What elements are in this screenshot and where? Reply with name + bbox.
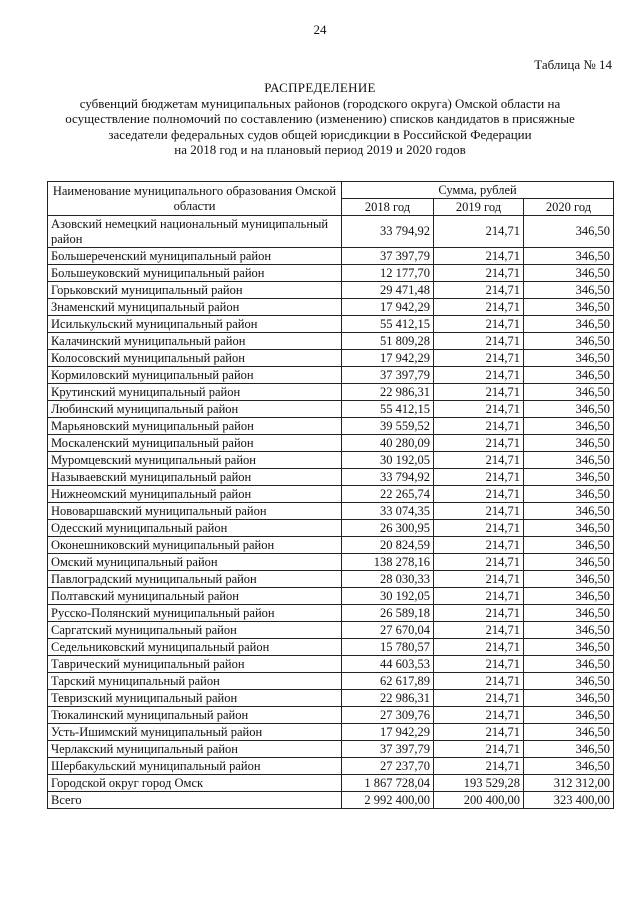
amount-cell-2018: 33 074,35 [342, 503, 434, 520]
amount-cell-2018: 39 559,52 [342, 418, 434, 435]
amount-cell-2018: 27 237,70 [342, 758, 434, 775]
municipality-name-cell: Седельниковский муниципальный район [48, 639, 342, 656]
amount-cell-2020: 346,50 [524, 707, 614, 724]
amount-cell-2019: 214,71 [434, 469, 524, 486]
table-row [48, 452, 614, 469]
table-row [48, 639, 614, 656]
heading-line: на 2018 год и на плановый период 2019 и 2020 годов [174, 142, 466, 157]
municipality-name-cell: Азовский немецкий национальный муниципальный район [48, 216, 342, 248]
amount-cell-2018: 40 280,09 [342, 435, 434, 452]
municipality-name-cell: Муромцевский муниципальный район [48, 452, 342, 469]
amount-cell-2018: 27 309,76 [342, 707, 434, 724]
amount-cell-2020: 346,50 [524, 537, 614, 554]
amount-cell-2019: 214,71 [434, 537, 524, 554]
amount-cell-2018: 51 809,28 [342, 333, 434, 350]
amount-cell-2019: 214,71 [434, 673, 524, 690]
amount-cell-2019: 214,71 [434, 216, 524, 248]
amount-cell-2019: 214,71 [434, 350, 524, 367]
amount-cell-2019: 214,71 [434, 605, 524, 622]
amount-cell-2020: 346,50 [524, 690, 614, 707]
amount-cell-2020: 346,50 [524, 333, 614, 350]
column-header-year: 2018 год [342, 199, 434, 216]
municipality-name-cell: Калачинский муниципальный район [48, 333, 342, 350]
table-row [48, 418, 614, 435]
amount-cell-2020: 312 312,00 [524, 775, 614, 792]
page-number: 24 [313, 22, 327, 37]
amount-cell-2019: 214,71 [434, 707, 524, 724]
municipality-name-cell: Всего [48, 792, 342, 809]
amount-cell-2018: 22 986,31 [342, 690, 434, 707]
municipality-name-cell: Тюкалинский муниципальный район [48, 707, 342, 724]
table-number: Таблица № 14 [534, 57, 612, 72]
municipality-name-cell: Тарский муниципальный район [48, 673, 342, 690]
amount-cell-2019: 214,71 [434, 316, 524, 333]
distribution-table [47, 181, 614, 809]
municipality-name-cell: Омский муниципальный район [48, 554, 342, 571]
amount-cell-2018: 26 589,18 [342, 605, 434, 622]
amount-cell-2020: 346,50 [524, 299, 614, 316]
amount-cell-2019: 214,71 [434, 367, 524, 384]
heading-line: осуществление полномочий по составлению (изменению) списков кандидатов в присяжные [65, 111, 575, 126]
table-row [48, 282, 614, 299]
table-row [48, 316, 614, 333]
amount-cell-2020: 346,50 [524, 452, 614, 469]
table-row [48, 401, 614, 418]
municipality-name-cell: Называевский муниципальный район [48, 469, 342, 486]
amount-cell-2019: 214,71 [434, 724, 524, 741]
amount-cell-2018: 33 794,92 [342, 216, 434, 248]
amount-cell-2019: 214,71 [434, 741, 524, 758]
municipality-name-cell: Исилькульский муниципальный район [48, 316, 342, 333]
amount-cell-2020: 346,50 [524, 758, 614, 775]
amount-cell-2018: 17 942,29 [342, 299, 434, 316]
amount-cell-2020: 346,50 [524, 265, 614, 282]
municipality-name-cell: Оконешниковский муниципальный район [48, 537, 342, 554]
amount-cell-2018: 15 780,57 [342, 639, 434, 656]
municipality-name-cell: Шербакульский муниципальный район [48, 758, 342, 775]
heading-title: РАСПРЕДЕЛЕНИЕ [264, 80, 376, 95]
amount-cell-2018: 30 192,05 [342, 452, 434, 469]
amount-cell-2019: 214,71 [434, 435, 524, 452]
amount-cell-2018: 37 397,79 [342, 741, 434, 758]
municipality-name-cell: Усть-Ишимский муниципальный район [48, 724, 342, 741]
municipality-name-cell: Полтавский муниципальный район [48, 588, 342, 605]
municipality-name-cell: Саргатский муниципальный район [48, 622, 342, 639]
municipality-name-cell: Большеуковский муниципальный район [48, 265, 342, 282]
amount-cell-2020: 346,50 [524, 418, 614, 435]
amount-cell-2019: 214,71 [434, 656, 524, 673]
table-row [48, 299, 614, 316]
amount-cell-2018: 17 942,29 [342, 724, 434, 741]
amount-cell-2019: 214,71 [434, 520, 524, 537]
table-row [48, 503, 614, 520]
table-row [48, 520, 614, 537]
amount-cell-2019: 214,71 [434, 503, 524, 520]
amount-cell-2020: 346,50 [524, 316, 614, 333]
table-row [48, 350, 614, 367]
amount-cell-2018: 2 992 400,00 [342, 792, 434, 809]
amount-cell-2018: 29 471,48 [342, 282, 434, 299]
amount-cell-2020: 346,50 [524, 571, 614, 588]
column-header-year: 2019 год [434, 199, 524, 216]
amount-cell-2018: 17 942,29 [342, 350, 434, 367]
amount-cell-2019: 214,71 [434, 571, 524, 588]
heading-line: субвенций бюджетам муниципальных районов (городского округа) Омской области на [79, 95, 561, 111]
amount-cell-2019: 214,71 [434, 265, 524, 282]
amount-cell-2019: 214,71 [434, 401, 524, 418]
amount-cell-2020: 346,50 [524, 469, 614, 486]
municipality-name-cell: Городской округ город Омск [48, 775, 342, 792]
amount-cell-2018: 55 412,15 [342, 316, 434, 333]
municipality-name-cell: Марьяновский муниципальный район [48, 418, 342, 435]
amount-cell-2018: 28 030,33 [342, 571, 434, 588]
municipality-name-cell: Крутинский муниципальный район [48, 384, 342, 401]
municipality-name-cell: Нововаршавский муниципальный район [48, 503, 342, 520]
amount-cell-2019: 214,71 [434, 639, 524, 656]
table-row [48, 775, 614, 792]
amount-cell-2019: 214,71 [434, 282, 524, 299]
document-heading [40, 80, 600, 158]
table-row [48, 758, 614, 775]
table-row [48, 333, 614, 350]
amount-cell-2019: 214,71 [434, 452, 524, 469]
table-row [48, 537, 614, 554]
table-row [48, 724, 614, 741]
table-row [48, 656, 614, 673]
amount-cell-2020: 346,50 [524, 605, 614, 622]
amount-cell-2019: 214,71 [434, 554, 524, 571]
amount-cell-2019: 214,71 [434, 333, 524, 350]
table-row [48, 367, 614, 384]
amount-cell-2018: 22 986,31 [342, 384, 434, 401]
table-row [48, 554, 614, 571]
amount-cell-2020: 346,50 [524, 486, 614, 503]
amount-cell-2020: 346,50 [524, 350, 614, 367]
amount-cell-2019: 214,71 [434, 418, 524, 435]
amount-cell-2018: 55 412,15 [342, 401, 434, 418]
amount-cell-2020: 346,50 [524, 401, 614, 418]
column-header-sum: Сумма, рублей [342, 182, 614, 199]
table-row [48, 265, 614, 282]
municipality-name-cell: Большереченский муниципальный район [48, 248, 342, 265]
table-row [48, 622, 614, 639]
amount-cell-2019: 214,71 [434, 299, 524, 316]
municipality-name-cell: Тевризский муниципальный район [48, 690, 342, 707]
amount-cell-2018: 22 265,74 [342, 486, 434, 503]
amount-cell-2018: 62 617,89 [342, 673, 434, 690]
amount-cell-2020: 346,50 [524, 724, 614, 741]
amount-cell-2020: 346,50 [524, 384, 614, 401]
table-row [48, 384, 614, 401]
amount-cell-2020: 346,50 [524, 741, 614, 758]
heading-line: заседатели федеральных судов общей юрисдикции в Российской Федерации [108, 126, 532, 142]
amount-cell-2018: 27 670,04 [342, 622, 434, 639]
amount-cell-2019: 214,71 [434, 384, 524, 401]
amount-cell-2020: 346,50 [524, 435, 614, 452]
amount-cell-2019: 214,71 [434, 758, 524, 775]
amount-cell-2019: 214,71 [434, 248, 524, 265]
amount-cell-2018: 33 794,92 [342, 469, 434, 486]
table-row [48, 216, 614, 248]
table-body [48, 216, 614, 809]
amount-cell-2020: 346,50 [524, 639, 614, 656]
amount-cell-2018: 1 867 728,04 [342, 775, 434, 792]
column-header-municipality: Наименование муниципального образования Омской области [48, 182, 342, 216]
amount-cell-2020: 346,50 [524, 248, 614, 265]
table-row [48, 486, 614, 503]
amount-cell-2020: 323 400,00 [524, 792, 614, 809]
municipality-name-cell: Русско-Полянский муниципальный район [48, 605, 342, 622]
table-row [48, 435, 614, 452]
amount-cell-2020: 346,50 [524, 656, 614, 673]
amount-cell-2019: 214,71 [434, 588, 524, 605]
municipality-name-cell: Кормиловский муниципальный район [48, 367, 342, 384]
table-row [48, 588, 614, 605]
amount-cell-2020: 346,50 [524, 622, 614, 639]
amount-cell-2018: 30 192,05 [342, 588, 434, 605]
table-row [48, 248, 614, 265]
table-row [48, 605, 614, 622]
amount-cell-2018: 37 397,79 [342, 248, 434, 265]
municipality-name-cell: Колосовский муниципальный район [48, 350, 342, 367]
amount-cell-2019: 193 529,28 [434, 775, 524, 792]
amount-cell-2019: 214,71 [434, 690, 524, 707]
table-row [48, 792, 614, 809]
amount-cell-2018: 138 278,16 [342, 554, 434, 571]
amount-cell-2020: 346,50 [524, 588, 614, 605]
municipality-name-cell: Павлоградский муниципальный район [48, 571, 342, 588]
amount-cell-2020: 346,50 [524, 520, 614, 537]
amount-cell-2018: 26 300,95 [342, 520, 434, 537]
table-row [48, 707, 614, 724]
municipality-name-cell: Таврический муниципальный район [48, 656, 342, 673]
table-row [48, 690, 614, 707]
municipality-name-cell: Горьковский муниципальный район [48, 282, 342, 299]
table-row [48, 571, 614, 588]
amount-cell-2020: 346,50 [524, 554, 614, 571]
municipality-name-cell: Знаменский муниципальный район [48, 299, 342, 316]
amount-cell-2019: 214,71 [434, 486, 524, 503]
amount-cell-2018: 37 397,79 [342, 367, 434, 384]
municipality-name-cell: Любинский муниципальный район [48, 401, 342, 418]
amount-cell-2018: 12 177,70 [342, 265, 434, 282]
municipality-name-cell: Нижнеомский муниципальный район [48, 486, 342, 503]
amount-cell-2020: 346,50 [524, 503, 614, 520]
table-row [48, 469, 614, 486]
municipality-name-cell: Москаленский муниципальный район [48, 435, 342, 452]
amount-cell-2020: 346,50 [524, 673, 614, 690]
amount-cell-2018: 20 824,59 [342, 537, 434, 554]
amount-cell-2019: 214,71 [434, 622, 524, 639]
municipality-name-cell: Черлакский муниципальный район [48, 741, 342, 758]
amount-cell-2020: 346,50 [524, 282, 614, 299]
municipality-name-cell: Одесский муниципальный район [48, 520, 342, 537]
column-header-year: 2020 год [524, 199, 614, 216]
table-row [48, 741, 614, 758]
amount-cell-2019: 200 400,00 [434, 792, 524, 809]
table-row [48, 673, 614, 690]
amount-cell-2020: 346,50 [524, 216, 614, 248]
amount-cell-2018: 44 603,53 [342, 656, 434, 673]
amount-cell-2020: 346,50 [524, 367, 614, 384]
